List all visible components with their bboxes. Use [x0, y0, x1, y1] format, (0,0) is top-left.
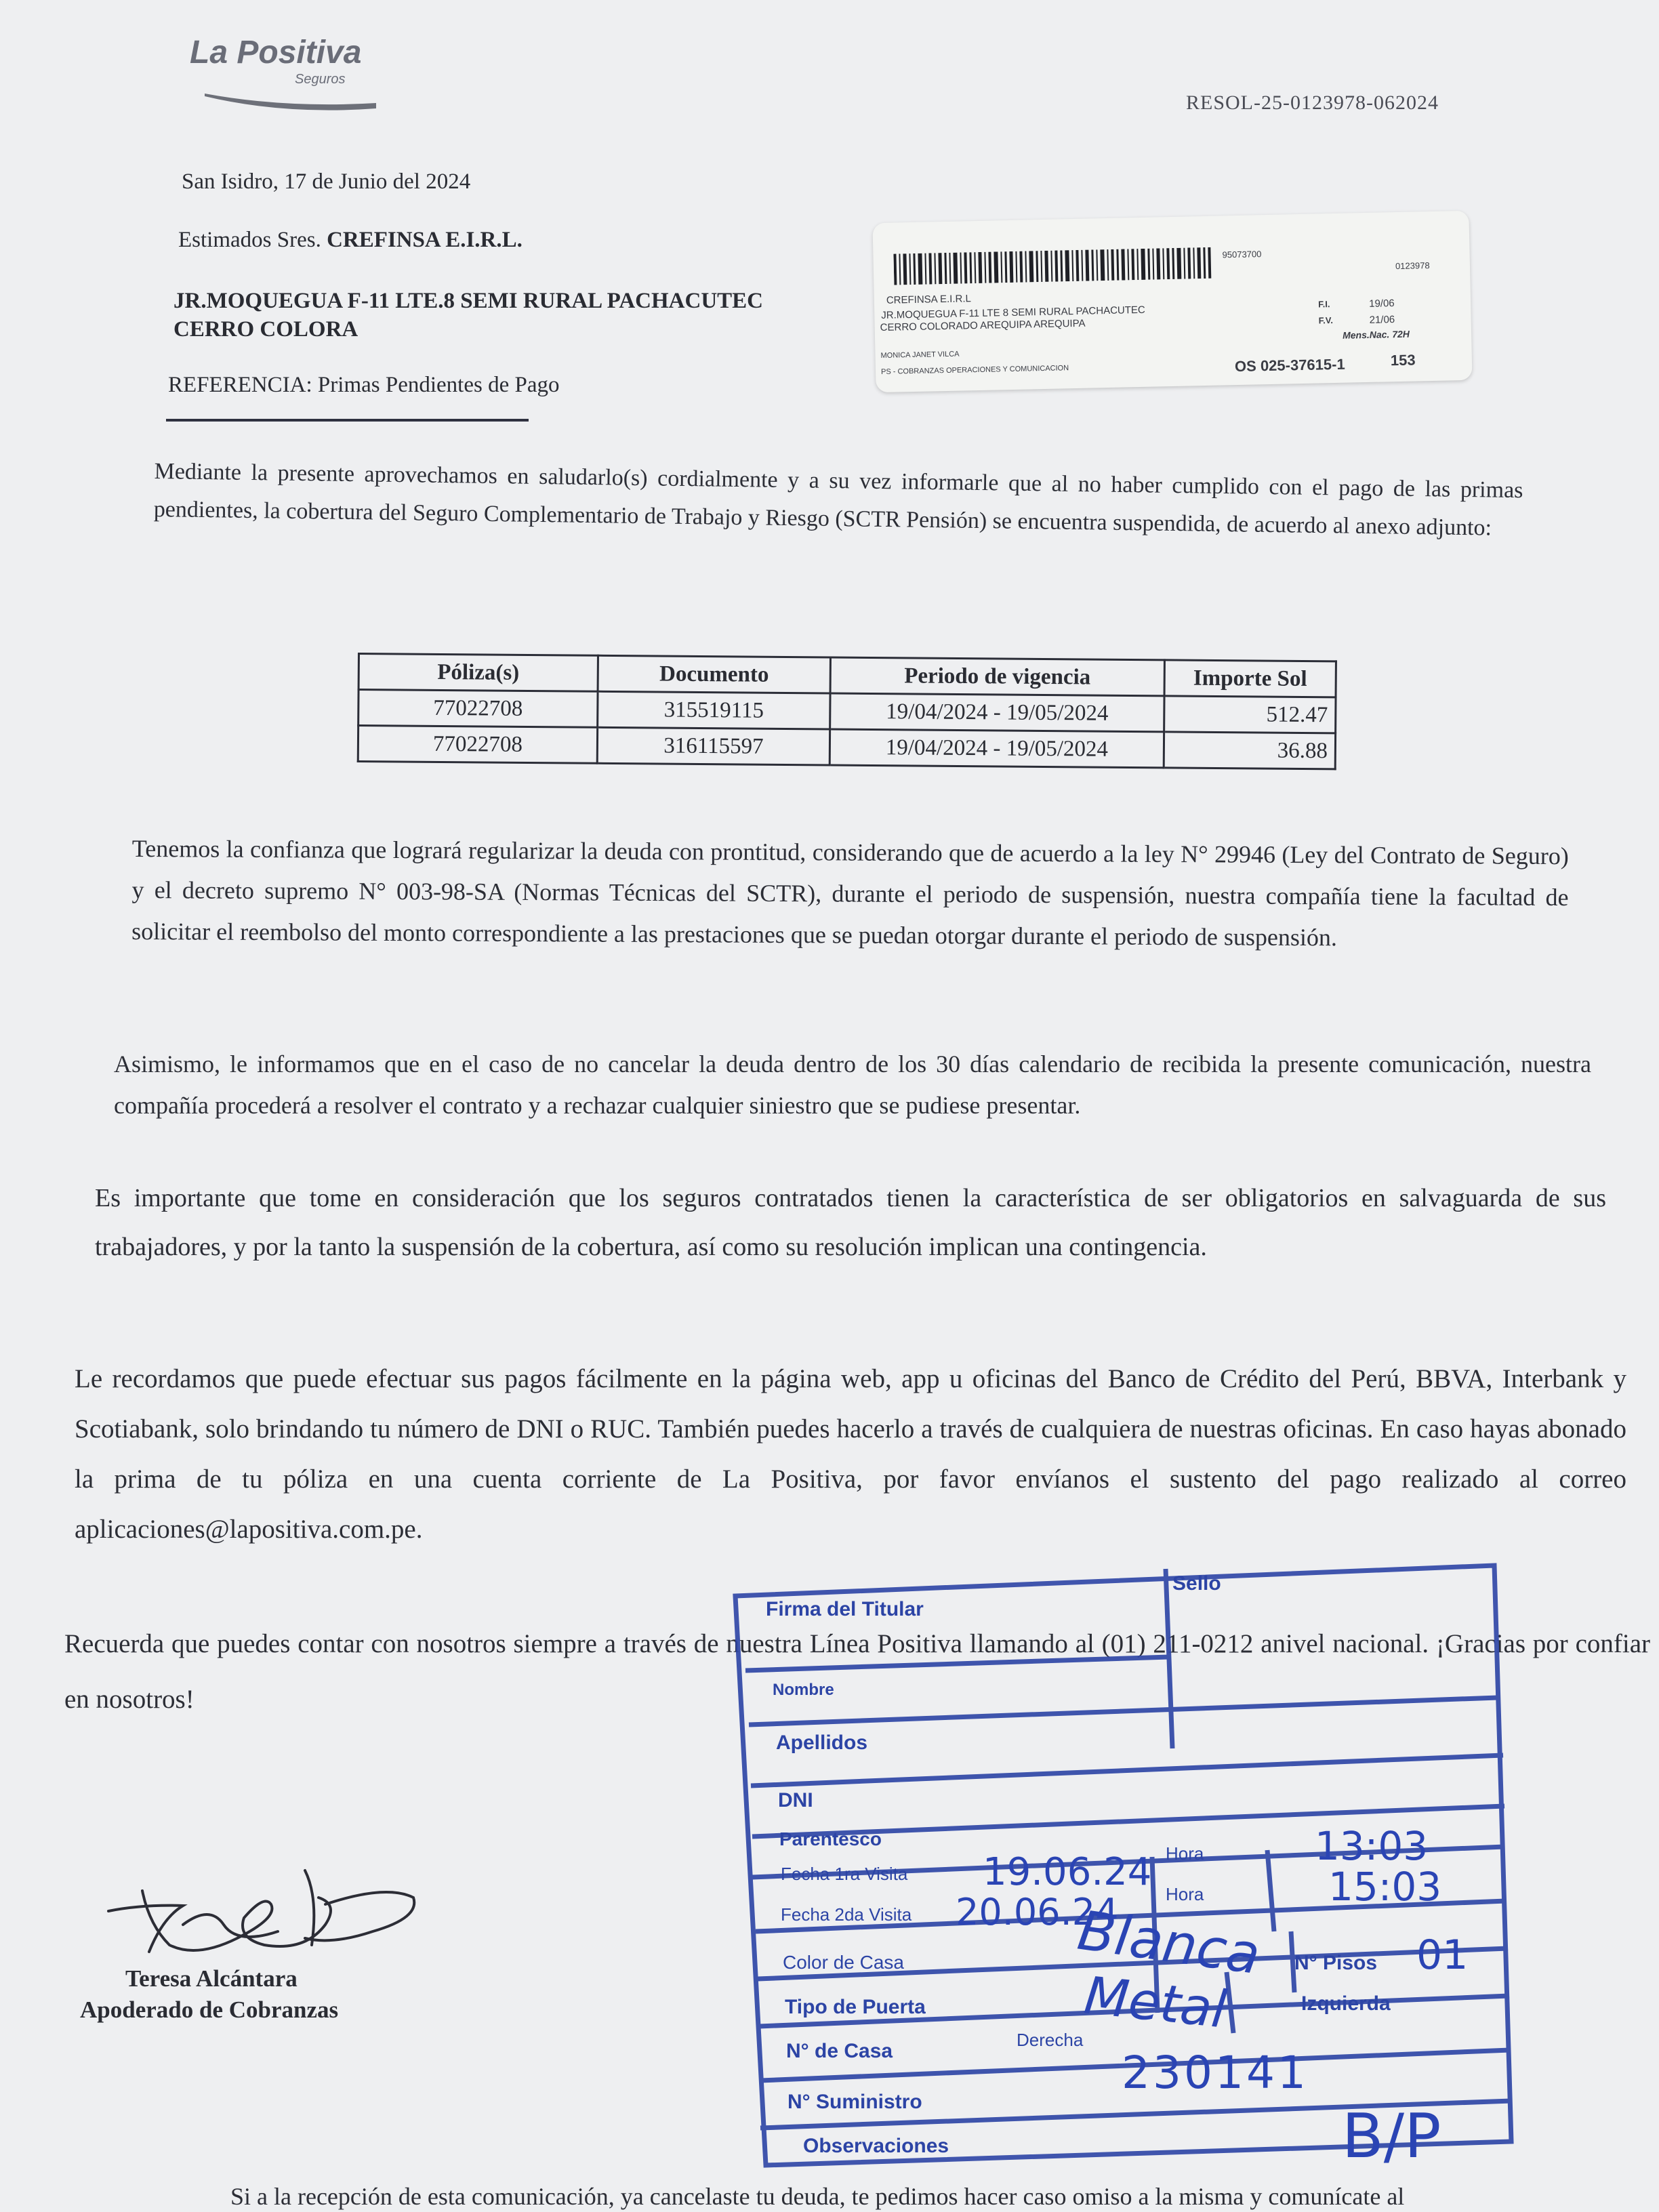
column-header-periodo: Periodo de vigencia: [830, 657, 1164, 696]
stamp-pisos-label: N° Pisos: [1294, 1952, 1378, 1974]
barcode-number: 95073700: [1222, 249, 1262, 260]
signer-role: Apoderado de Cobranzas: [80, 1996, 339, 2023]
handwritten-color: Blanca: [1073, 1898, 1265, 1987]
stamp-color-label: Color de Casa: [783, 1952, 904, 1973]
resolution-number: RESOL-25-0123978-062024: [1186, 91, 1439, 114]
column-header-importe: Importe Sol: [1164, 660, 1336, 697]
paragraph-cancel: Asimismo, le informamos que en el caso de no cancelar la deuda dentro de los 30 días calendario de recibida la presente comunicación, nuestra compañía procederá a resolver el contrato y a rechazar cualquier siniestro que se pudiese presentar.: [114, 1050, 1591, 1119]
stamp-hora2-label: Hora: [1166, 1884, 1204, 1904]
address-line-1: JR.MOQUEGUA F-11 LTE.8 SEMI RURAL PACHACUTEC: [173, 289, 764, 313]
stamp-firma-label: Firma del Titular: [766, 1598, 924, 1620]
paragraph-law: Tenemos la confianza que logrará regularizar la deuda con prontitud, considerando que de acuerdo a la ley N° 29946 (Ley del Contrato de Seguro) y el decreto supremo N° 003-98-SA (Normas Técnicas del SCTR), durante el periodo de suspensión, nuestra compañía tiene la facultad de solicitar el reembolso del monto correspondiente a las prestaciones que se puedan otorgar durante el periodo de suspensión.: [131, 834, 1569, 951]
signer-name: Teresa Alcántara: [125, 1965, 298, 1992]
stamp-sello-label: Sello: [1172, 1572, 1221, 1595]
recipient-name: CREFINSA E.I.R.L.: [327, 228, 523, 252]
column-header-poliza: Póliza(s): [359, 654, 598, 692]
stamp-hora1-label: Hora: [1166, 1843, 1204, 1864]
cell-importe: 512.47: [1164, 696, 1336, 733]
greeting-prefix: Estimados Sres.: [178, 228, 321, 252]
stamp-dni-label: DNI: [778, 1789, 813, 1811]
stamp-nombre-label: Nombre: [773, 1681, 834, 1699]
delivery-stamp: [732, 1552, 1606, 2189]
cell-poliza: 77022708: [359, 690, 598, 728]
paragraph-payments: Le recordamos que puede efectuar sus pagos fácilmente en la página web, app u oficinas del Banco de Crédito del Perú, BBVA, Interbank y Scotiabank, solo brindando tu número de DNI o RUC. También puedes hacerlo a través de cualquiera de nuestras oficinas. En caso hayas abonado la prima de tu póliza en una cuenta corriente de La Positiva, por favor envíanos el sustento del pago realizado al correo aplicaciones@lapositiva.com.pe.: [75, 1364, 1626, 1544]
handwritten-pisos: 01: [1416, 1931, 1469, 1979]
stamp-nro-label: N° de Casa: [786, 2040, 893, 2062]
label-contact: MONICA JANET VILCA: [880, 350, 960, 361]
cell-periodo: 19/04/2024 - 19/05/2024: [830, 729, 1164, 768]
bottom-note: Si a la recepción de esta comunicación, ya cancelaste tu deuda, te pedimos hacer caso omiso a la misma y comunícate al: [230, 2183, 1405, 2210]
handwritten-hora1: 13:03: [1315, 1823, 1429, 1869]
paragraph-intro: Mediante la presente aprovechamos en saludarlo(s) cordialmente y a su vez informarle que al no haber cumplido con el pago de las primas pendientes, la cobertura del Seguro Complementario de Trabajo y Riesgo (SCTR Pensión) se encuentra suspendida, de acuerdo al anexo adjunto:: [153, 458, 1523, 541]
logo-text: La Positiva: [190, 35, 362, 70]
pending-premiums-table: [357, 653, 1337, 770]
table-row: [358, 726, 1335, 769]
logo-subtext: Seguros: [295, 72, 346, 87]
cell-periodo: 19/04/2024 - 19/05/2024: [830, 693, 1164, 732]
handwritten-observaciones: B/P: [1342, 2101, 1441, 2172]
handwritten-fecha1: 19.06.24: [983, 1850, 1152, 1894]
address-line-2: CERRO COLORA: [173, 317, 359, 342]
column-header-documento: Documento: [598, 655, 830, 693]
label-address-1: JR.MOQUEGUA F-11 LTE 8 SEMI RURAL PACHACUTEC: [881, 304, 1145, 322]
stamp-puerta-label: Tipo de Puerta: [785, 1996, 926, 2018]
mailing-label: [872, 211, 1472, 392]
reference-line: REFERENCIA: Primas Pendientes de Pago: [168, 373, 560, 397]
label-os: OS 025-37615-1: [1234, 355, 1345, 375]
letter-date: San Isidro, 17 de Junio del 2024: [182, 169, 471, 194]
cell-poliza: 77022708: [358, 726, 597, 764]
cell-importe: 36.88: [1164, 732, 1335, 769]
logo-swoosh-icon: [203, 88, 380, 115]
barcode-icon: [893, 247, 1212, 285]
label-fv-value: 21/06: [1369, 314, 1395, 326]
recipient-address: [173, 287, 763, 344]
label-os-count: 153: [1390, 351, 1416, 369]
label-dept: PS - COBRANZAS OPERACIONES Y COMUNICACION: [880, 364, 1069, 377]
handwritten-puerta: Metal: [1081, 1965, 1229, 2040]
stamp-observaciones-label: Observaciones: [803, 2135, 949, 2157]
handwritten-hora2: 15:03: [1328, 1864, 1442, 1910]
label-code: 0123978: [1395, 260, 1430, 272]
handwritten-suministro: 230141: [1122, 2047, 1309, 2099]
paragraph-importance: Es importante que tome en consideración que los seguros contratados tienen la característica de ser obligatorios en salvaguarda de sus trabajadores, y por la tanto la suspensión de la cobertura, así como su resolución implican una contingencia.: [95, 1184, 1606, 1261]
stamp-derecha-label: Derecha: [1017, 2030, 1084, 2050]
label-fi-value: 19/06: [1368, 298, 1395, 310]
label-fi-label: F.I.: [1317, 299, 1330, 310]
stamp-apellidos-label: Apellidos: [776, 1732, 868, 1754]
handwritten-signature: [102, 1843, 420, 1965]
label-mens: Mens.Nac. 72H: [1342, 328, 1410, 341]
greeting: [178, 228, 523, 253]
cell-documento: 316115597: [597, 727, 830, 765]
label-fv-label: F.V.: [1318, 315, 1333, 326]
company-logo: [190, 34, 380, 115]
stamp-fecha2-label: Fecha 2da Visita: [781, 1904, 912, 1925]
paragraph-hotline: Recuerda que puedes contar con nosotros siempre a través de nuestra Línea Positiva llamando al (01) 211-0212 anivel nacional. ¡Gracias por confiar en nosotros!: [64, 1629, 1650, 1714]
handwritten-fecha2: 20.06.24: [956, 1891, 1119, 1933]
label-name: CREFINSA E.I.R.L: [886, 293, 972, 306]
stamp-fecha1-label: Fecha 1ra Visita: [781, 1864, 908, 1884]
cell-documento: 315519115: [598, 691, 830, 729]
stamp-parentesco-label: Parentesco: [779, 1828, 882, 1849]
stamp-suministro-label: N° Suministro: [787, 2091, 922, 2113]
reference-underline: [166, 419, 529, 422]
stamp-izquierda-label: Izquierda: [1301, 1992, 1391, 2015]
label-address-2: CERRO COLORADO AREQUIPA AREQUIPA: [880, 317, 1086, 334]
